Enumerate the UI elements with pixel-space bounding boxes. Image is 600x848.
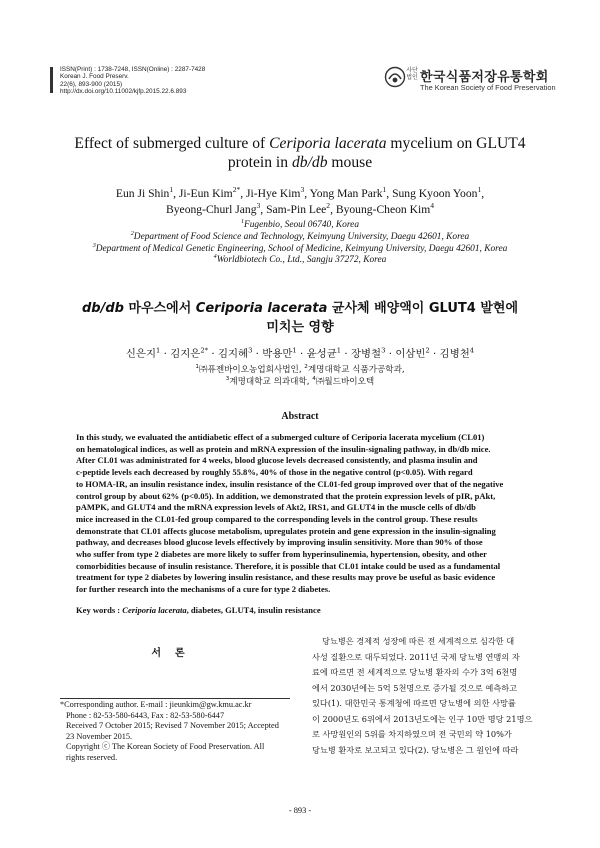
title-part: mycelium on GLUT4 [386, 135, 526, 152]
abstract-line: After CL01 was administrated for 4 weeks, blood glucose levels decreased consistently, and plasma insulin and [76, 455, 478, 466]
affiliation-item: $^1$Fugenbio, Seoul 06740, Korea [240, 218, 360, 230]
issn: ISSN(Print) : 1738-7248, ISSN(Online) : 2287-7428 [60, 66, 206, 73]
footnote-line: Received 7 October 2015; Revised 7 November 2015; Accepted [66, 721, 279, 731]
abstract-line: for further research into the mechanisms of a cure for type 2 diabetes. [76, 584, 331, 595]
footnote-line: *Corresponding author. E-mail : jieunkim@gw.kmu.ac.kr [60, 700, 252, 709]
body-line: 당뇨병은 경제적 성장에 따른 전 세계적으로 심각한 대 [322, 636, 515, 646]
footnote-line: 23 November 2015. [66, 731, 133, 741]
title-strain: db/db [291, 154, 328, 171]
author-affil-sup: 4 [430, 201, 434, 211]
abstract-body [76, 432, 526, 596]
volume-pages: 22(6), 893-900 (2015) [60, 80, 123, 88]
author-name: Yong Man Park [309, 187, 383, 200]
author-name: Sam-Pin Lee [266, 203, 327, 216]
abstract-line: pAMPK, and GLUT4 and the mRNA expression levels of Akt2, IRS1, and GLUT4 in the muscle cells of db/db [76, 502, 476, 513]
abstract-line: c-peptide levels each decreased by roughly 55.8%, 40% of those in the negative control (p<0.05). With regard [76, 467, 473, 478]
title-part: Effect of submerged culture of [74, 135, 270, 152]
korean-author-list: 신은지$^1$ · 김지은$^{2*}$ · 김지혜$^3$ · 박용만$^1$ · 윤성균$^1$ · 장병철$^3$ · 이삼빈$^2$ · 김병천$^4$ [125, 346, 475, 360]
title-part: protein in [227, 154, 292, 171]
keywords-list: , diabetes, GLUT4, insulin resistance [186, 605, 321, 615]
body-line: 당뇨병 환자로 보고되고 있다(2). 당뇨병은 그 원인에 따라 [312, 744, 519, 755]
author-affil-sup: 1 [477, 185, 482, 195]
abstract-line: mice increased in the CL01-fed group compared to the corresponding levels in the control group. These results [76, 513, 478, 524]
author-affil-sup: 3 [300, 185, 305, 195]
body-line: 이 2000년도 6위에서 2013년도에는 인구 10만 명당 21명으 [312, 713, 533, 724]
body-line: 로 사망원인의 5위를 차지하였으며 전 국민의 약 10%가 [312, 729, 512, 739]
society-logo [384, 64, 554, 94]
footnote [60, 700, 292, 764]
affiliation-item: $^4$Worldbiotech Co., Ltd., Sangju 37272, Korea [213, 254, 387, 266]
abstract-heading: Abstract [281, 411, 319, 422]
body-line: 에서 2030년에는 5억 5천명으로 증가될 것으로 예측하고 [312, 682, 518, 693]
paper-title [40, 134, 560, 172]
society-emblem-icon [384, 66, 406, 88]
keywords [76, 605, 526, 615]
affiliation-item: $^3$Department of Medical Genetic Engineering, School of Medicine, Keimyung University, Daegu 42601, Korea [92, 242, 508, 254]
body-line: 있다(1). 대한민국 통계청에 따르면 당뇨병에 의한 사망률 [312, 698, 516, 708]
body-line: 료에 따르면 전 세계적으로 당뇨병 환자의 수가 3억 6천명 [312, 667, 518, 677]
title-part: mouse [327, 154, 373, 171]
korean-title: db/db 마우스에서 Ceriporia lacerata 균사체 배양액이 GLUT4 발현에 미치는 영향 [81, 301, 519, 335]
abstract-line: control group by about 62% (p<0.05). In addition, we demonstrated that the protein expression levels of pIR, pAkt, [76, 490, 496, 501]
logo-english-name: The Korean Society of Food Preservation [420, 83, 556, 92]
header-accent-bar [50, 67, 53, 93]
author-affil-sup: 1 [169, 185, 174, 195]
author-name: Sung Kyoon Yoon [392, 187, 478, 200]
title-species: Ceriporia lacerata [269, 135, 387, 152]
affiliation-item: $^2$Department of Food Science and Technology, Keimyung University, Daegu 42601, Korea [130, 230, 470, 242]
author-name: Byoung-Cheon Kim [335, 203, 431, 216]
page-number: - 893 - [288, 806, 312, 815]
author-name: Byeong-Churl Jang [166, 203, 257, 216]
keyword-species: Ceriporia lacerata [122, 605, 187, 615]
affiliation-list [40, 220, 560, 267]
keywords-label: Key words : [76, 605, 123, 615]
footnote-rule [60, 698, 290, 699]
section-heading-introduction: 서론 [151, 648, 199, 659]
author-affil-sup: 3 [256, 201, 261, 211]
abstract-line: demonstrate that CL01 affects glucose metabolism, upregulates protein and gene expression in the insulin-signaling [76, 525, 496, 536]
abstract-line: pathway, and decreases blood glucose levels effectively by improving insulin sensitivity. More than 90% of those [76, 537, 483, 548]
abstract-line: In this study, we evaluated the antidiabetic effect of a submerged culture of Ceriporia lacerata mycelium (CL01) [76, 432, 485, 442]
abstract-line: to HOMA-IR, an insulin resistance index, insulin resistance of the CL01-fed group improved over that of the negative [76, 478, 504, 489]
author-affil-sup: 2 [326, 201, 331, 211]
footnote-line: rights reserved. [66, 752, 118, 762]
logo-korean-name: 한국식품저장유통학회 [420, 70, 549, 85]
author-affil-sup: 2* [232, 185, 241, 195]
author-name: Eun Ji Shin [115, 187, 170, 200]
author-name: Ji-Eun Kim [178, 187, 233, 200]
body-line: 사성 질환으로 대두되었다. 2011년 국제 당뇨병 연맹의 자 [312, 651, 520, 662]
footnote-line: Phone : 82-53-580-6443, Fax : 82-53-580-6447 [66, 710, 225, 720]
abstract-line: treatment for type 2 diabetes by lowering insulin resistance, and these results may prove be useful as basic evidence [76, 572, 496, 583]
author-affil-sup: 1 [382, 185, 387, 195]
journal-meta [60, 66, 205, 96]
author-name: Ji-Hye Kim [246, 187, 301, 200]
introduction-body [312, 634, 538, 758]
abstract-line: on hematological indices, as well as protein and mRNA expression of the insulin-signaling pathway, in db/db mice. [76, 443, 491, 454]
abstract-line: who suffer from type 2 diabetes are more likely to suffer from hyperinsulinemia, hypertension, obesity, and other [76, 549, 487, 560]
journal-abbrev: Korean J. Food Preserv. [60, 73, 129, 81]
korean-affiliation-list: $^1$㈜퓨젠바이오농업회사법인, $^2$계명대학교 식품가공학과, $^3$계명대학교 의과대학, $^4$㈜월드바이오텍 [195, 364, 405, 388]
abstract-line: comorbidities because of insulin resistance. Therefore, it is possible that CL01 intake could be used as a fundamental [76, 560, 501, 571]
author-list: Eun Ji Shin$^1$, Ji-Eun Kim$^{2*}$, Ji-Hye Kim$^3$, Yong Man Park$^1$, Sung Kyoon Yoon$^1$, Byeong-Churl Jang$^3$, Sam-Pin Lee$^2$, Byoung-Cheon Kim$^4$ [115, 185, 485, 216]
logo-small-text: 사단법인 [406, 67, 418, 81]
footnote-line: Copyright ⓒ The Korean Society of Food Preservation. All [66, 742, 265, 752]
doi-link[interactable]: http://dx.doi.org/10.11002/kjfp.2015.22.6.893 [60, 88, 187, 96]
